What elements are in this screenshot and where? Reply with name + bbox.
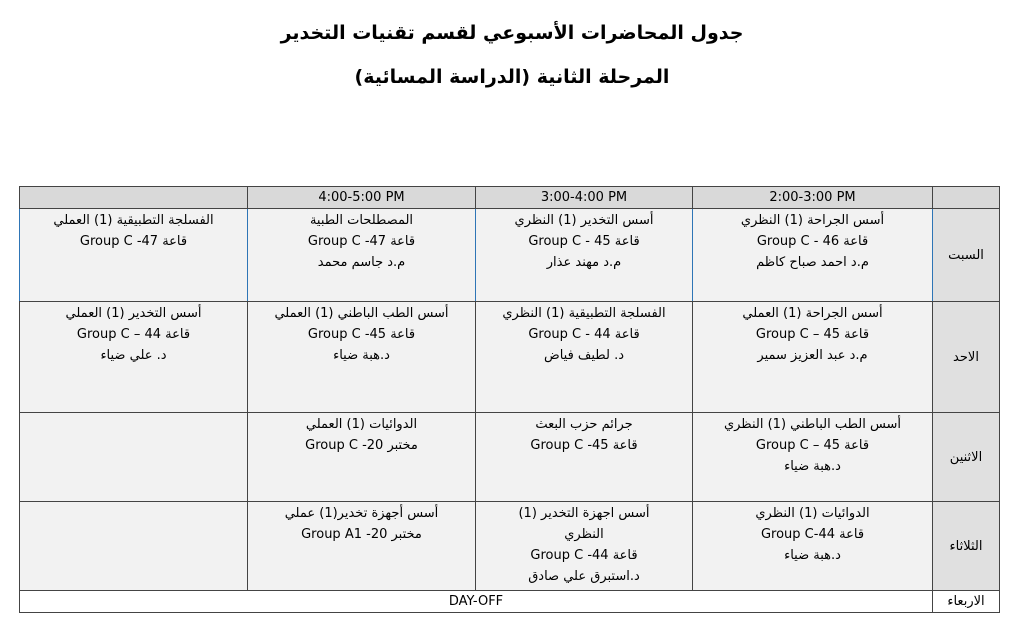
room-text: قاعة 45- Group C (530, 438, 638, 453)
schedule-cell-empty (20, 502, 248, 591)
subject-text: الفسلجة التطبيقية (1) النظري (502, 306, 666, 321)
lecturer-text: م.د احمد صباح كاظم (756, 255, 869, 270)
room-text: قاعة 45 – Group C (755, 438, 870, 453)
lecturer-text: د.هبة ضياء (333, 348, 390, 363)
day-off-cell: DAY-OFF (20, 591, 933, 613)
schedule-cell (20, 209, 248, 302)
schedule-cell-empty (20, 413, 248, 502)
schedule-table (19, 186, 1000, 613)
header-time-4pm: 4:00-5:00 PM (248, 187, 476, 209)
day-label-sunday: الاحد (933, 302, 1000, 413)
header-row (20, 187, 1000, 209)
lecturer-text: د.هبة ضياء (784, 459, 841, 474)
subject-text: أسس أجهزة تخدير(1) عملي (284, 506, 439, 521)
subject-text: أسس الطب الباطني (1) العملي (274, 306, 449, 321)
schedule-cell (248, 302, 476, 413)
schedule-cell (248, 413, 476, 502)
schedule-cell (20, 302, 248, 413)
subject-text: جرائم حزب البعث (535, 417, 633, 432)
subject-text: أسس الجراحة (1) النظري (740, 213, 885, 228)
schedule-cell (476, 209, 693, 302)
room-text: مختبر 20- Group A1 (301, 527, 422, 542)
room-text: قاعة 45 - Group C (528, 234, 640, 249)
lecturer-text: م.د جاسم محمد (317, 255, 406, 270)
schedule-cell (476, 302, 693, 413)
room-text: قاعة 47- Group C (79, 234, 188, 249)
schedule-cell (248, 209, 476, 302)
subject-text: أسس التخدير (1) النظري (514, 213, 654, 228)
subject-text: الدوائيات (1) النظري (755, 506, 870, 521)
schedule-cell (476, 502, 693, 591)
schedule-cell (693, 413, 933, 502)
schedule-cell (693, 302, 933, 413)
room-text: قاعة 44 – Group C (76, 327, 191, 342)
subject-text-continued: النظري (564, 527, 604, 542)
room-text: قاعة 47- Group C (307, 234, 416, 249)
header-time-2pm: 2:00-3:00 PM (693, 187, 933, 209)
header-day-cell (933, 187, 1000, 209)
lecturer-text: م.د عبد العزيز سمير (757, 348, 868, 363)
subject-text: الفسلجة التطبيقية (1) العملي (53, 213, 214, 228)
page-subtitle: المرحلة الثانية (الدراسة المسائية) (354, 66, 670, 88)
subject-text: أسس الجراحة (1) العملي (742, 306, 883, 321)
lecturer-text: د.استبرق علي صادق (528, 569, 640, 584)
table-row-sunday (20, 302, 1000, 413)
room-text: قاعة 45- Group C (307, 327, 416, 342)
header-empty-cell (20, 187, 248, 209)
schedule-cell (693, 502, 933, 591)
room-text: قاعة 44- Group C (530, 548, 638, 563)
schedule-cell (248, 502, 476, 591)
subject-text: أسس اجهزة التخدير (1) (518, 506, 650, 521)
table-row-tuesday (20, 502, 1000, 591)
header-time-3pm: 3:00-4:00 PM (476, 187, 693, 209)
schedule-cell (476, 413, 693, 502)
table-row-wednesday (20, 591, 1000, 613)
room-text: مختبر 20- Group C (305, 438, 418, 453)
day-label-monday: الاثنين (933, 413, 1000, 502)
subject-text: أسس التخدير (1) العملي (65, 306, 202, 321)
room-text: قاعة 45 – Group C (755, 327, 870, 342)
lecturer-text: م.د مهند عذار (546, 255, 622, 270)
room-text: قاعة 44 - Group C (528, 327, 640, 342)
day-label-tuesday: الثلاثاء (933, 502, 1000, 591)
table-row-saturday (20, 209, 1000, 302)
room-text: قاعة 44-Group C (760, 527, 865, 542)
day-label-saturday: السبت (933, 209, 1000, 302)
lecturer-text: د.هبة ضياء (784, 548, 841, 563)
schedule-cell (693, 209, 933, 302)
page-title: جدول المحاضرات الأسبوعي لقسم تقنيات التخدير (280, 22, 744, 44)
subject-text: الدوائيات (1) العملي (305, 417, 418, 432)
lecturer-text: د. علي ضياء (100, 348, 167, 363)
day-label-wednesday: الاربعاء (933, 591, 1000, 613)
table-row-monday (20, 413, 1000, 502)
subject-text: المصطلحات الطبية (309, 213, 414, 228)
lecturer-text: د. لطيف فياض (543, 348, 624, 363)
room-text: قاعة 46 - Group C (756, 234, 869, 249)
subject-text: أسس الطب الباطني (1) النظري (723, 417, 902, 432)
